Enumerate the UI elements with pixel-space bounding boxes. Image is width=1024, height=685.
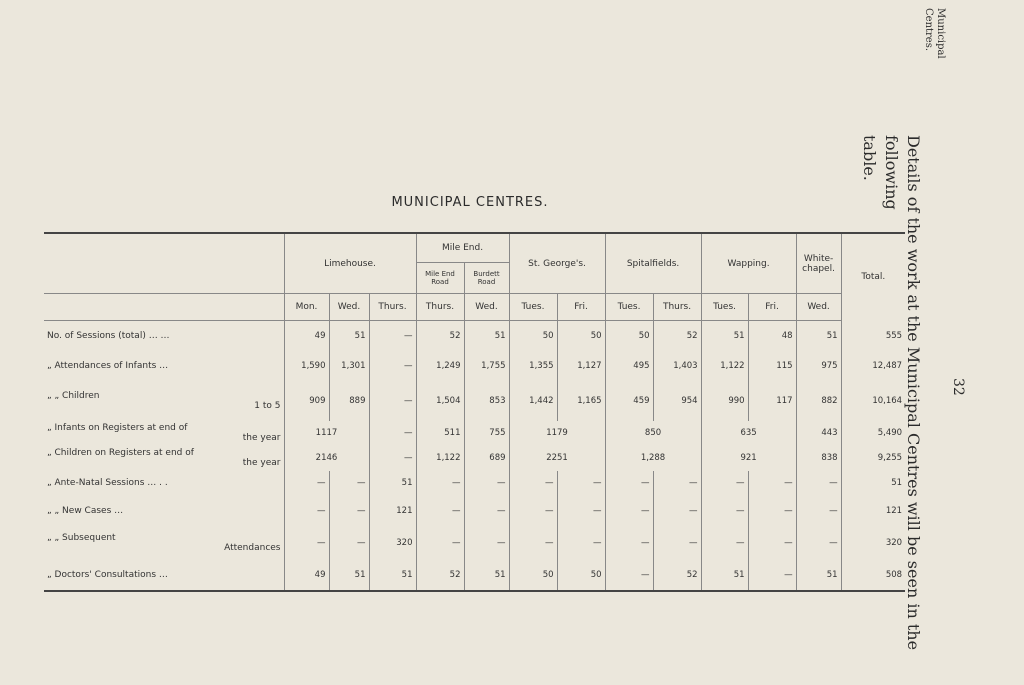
table-row — [44, 561, 905, 591]
table-cell: — — [509, 496, 557, 526]
table-title: MUNICIPAL CENTRES. — [391, 195, 549, 210]
table-cell: — — [284, 496, 329, 526]
row-label-continuation: 1 to 5 — [254, 400, 281, 411]
table-cell: — — [701, 526, 748, 561]
table-cell: — — [748, 561, 796, 591]
header-spitalfields: Spitalfields. — [605, 233, 701, 294]
table-cell: 50 — [605, 321, 653, 351]
table-cell: 1,122 — [701, 351, 748, 381]
table-cell: 1,301 — [329, 351, 369, 381]
row-label — [44, 351, 284, 381]
table-cell: 1,590 — [284, 351, 329, 381]
table-cell: — — [369, 321, 416, 351]
day-header: Fri. — [557, 294, 605, 321]
table-cell: 909 — [284, 381, 329, 421]
row-label-continuation: the year — [242, 433, 281, 443]
table-cell: — — [748, 526, 796, 561]
header-whitechapel: White- chapel. — [796, 233, 841, 294]
row-label-continuation: Attendances — [224, 543, 281, 553]
day-header: Thurs. — [416, 294, 464, 321]
table-cell: 10,164 — [841, 381, 905, 421]
table-cell: 1,442 — [509, 381, 557, 421]
table-cell: — — [701, 496, 748, 526]
header-burdett-road: Burdett Road — [464, 263, 509, 294]
row-label — [44, 526, 284, 561]
table-row — [44, 471, 905, 496]
table-cell: — — [701, 471, 748, 496]
table-cell: 12,487 — [841, 351, 905, 381]
table-cell: 9,255 — [841, 446, 905, 471]
page-number: 32 — [950, 378, 966, 396]
table-cell: — — [369, 351, 416, 381]
table-cell: 853 — [464, 381, 509, 421]
table-cell: — — [605, 526, 653, 561]
table-row — [44, 446, 905, 471]
table-cell: — — [416, 471, 464, 496]
row-label-text: „ „ New Cases … — [47, 505, 124, 516]
table-cell: — — [329, 496, 369, 526]
table-cell: — — [369, 446, 416, 471]
table-cell: — — [329, 471, 369, 496]
table-cell: — — [329, 526, 369, 561]
table-cell: 115 — [748, 351, 796, 381]
header-mile-end: Mile End. — [416, 233, 509, 263]
row-label — [44, 321, 284, 351]
row-label-text: „ Ante-Natal Sessions … . . — [47, 478, 168, 488]
table-cell: 1,288 — [605, 446, 701, 471]
table-cell: 50 — [557, 321, 605, 351]
header-wapping: Wapping. — [701, 233, 796, 294]
table-cell: 889 — [329, 381, 369, 421]
table-cell: 990 — [701, 381, 748, 421]
table-cell: — — [605, 471, 653, 496]
row-label-continuation: the year — [242, 458, 281, 468]
table-cell: — — [796, 471, 841, 496]
table-cell: — — [284, 471, 329, 496]
table-cell: 1,165 — [557, 381, 605, 421]
day-header: Thurs. — [369, 294, 416, 321]
day-header: Tues. — [701, 294, 748, 321]
table-cell: 508 — [841, 561, 905, 591]
table-cell: — — [748, 496, 796, 526]
table-cell: 51 — [841, 471, 905, 496]
table-cell: — — [796, 496, 841, 526]
table-row — [44, 496, 905, 526]
row-label — [44, 421, 284, 446]
table-cell: 51 — [464, 321, 509, 351]
table-cell: 51 — [329, 321, 369, 351]
table-cell: 52 — [416, 561, 464, 591]
table-cell: 1179 — [509, 421, 605, 446]
header-mile-end-road: Mile End Road — [416, 263, 464, 294]
row-label-text: „ Attendances of Infants … — [47, 360, 169, 371]
corner-cell — [44, 233, 284, 294]
row-label-text: „ „ Children — [47, 390, 100, 401]
table-cell: — — [653, 471, 701, 496]
table-cell: 121 — [841, 496, 905, 526]
table-cell: 5,490 — [841, 421, 905, 446]
table-cell: — — [464, 471, 509, 496]
table-cell: 52 — [653, 321, 701, 351]
table-cell: 495 — [605, 351, 653, 381]
table-cell: — — [557, 471, 605, 496]
table-cell: — — [748, 471, 796, 496]
table-cell: 755 — [464, 421, 509, 446]
header-limehouse: Limehouse. — [284, 233, 416, 294]
side-heading-line: Municipal — [935, 8, 946, 59]
table-body — [44, 321, 905, 591]
table-cell: 1,755 — [464, 351, 509, 381]
table-cell: — — [464, 496, 509, 526]
row-label-text: „ Infants on Registers at end of — [47, 423, 188, 433]
table-cell: 48 — [748, 321, 796, 351]
day-header: Tues. — [605, 294, 653, 321]
table-cell: 850 — [605, 421, 701, 446]
row-label-text: „ Doctors' Consultations … — [47, 570, 168, 580]
table-row — [44, 526, 905, 561]
side-heading-line: Centres. — [923, 8, 934, 52]
day-header: Wed. — [796, 294, 841, 321]
table-cell: 50 — [509, 561, 557, 591]
table-cell: 52 — [416, 321, 464, 351]
table-cell: 1,127 — [557, 351, 605, 381]
table-cell: 1117 — [284, 421, 369, 446]
row-label-text: „ Children on Registers at end of — [47, 448, 194, 458]
table-cell: 51 — [464, 561, 509, 591]
table-cell: 51 — [796, 321, 841, 351]
table-cell: 838 — [796, 446, 841, 471]
table-cell: 2146 — [284, 446, 369, 471]
table-cell: — — [557, 526, 605, 561]
table-cell: — — [653, 496, 701, 526]
table-cell: 117 — [748, 381, 796, 421]
intro-line: table. — [860, 135, 879, 181]
table-cell: — — [509, 471, 557, 496]
header-blank — [44, 294, 284, 321]
table-cell: — — [416, 496, 464, 526]
header-st-georges: St. George's. — [509, 233, 605, 294]
table-cell: 51 — [329, 561, 369, 591]
table-row — [44, 321, 905, 351]
table-cell: 882 — [796, 381, 841, 421]
table-cell: — — [557, 496, 605, 526]
table-cell: — — [369, 421, 416, 446]
table-cell: 1,504 — [416, 381, 464, 421]
table-cell: 1,122 — [416, 446, 464, 471]
table-cell: 49 — [284, 321, 329, 351]
day-header: Wed. — [464, 294, 509, 321]
table-cell: 459 — [605, 381, 653, 421]
row-label — [44, 496, 284, 526]
table-cell: — — [653, 526, 701, 561]
table-cell: 975 — [796, 351, 841, 381]
table-cell: — — [464, 526, 509, 561]
day-header: Wed. — [329, 294, 369, 321]
table-cell: 954 — [653, 381, 701, 421]
table-cell: 50 — [557, 561, 605, 591]
table-cell: 2251 — [509, 446, 605, 471]
table-row — [44, 421, 905, 446]
table-cell: 51 — [369, 471, 416, 496]
row-label — [44, 561, 284, 591]
table-cell: 49 — [284, 561, 329, 591]
table-cell: 51 — [701, 321, 748, 351]
table-cell: — — [416, 526, 464, 561]
table-cell: 511 — [416, 421, 464, 446]
municipal-centres-table — [44, 232, 905, 592]
table-cell: 1,355 — [509, 351, 557, 381]
table-cell: 443 — [796, 421, 841, 446]
day-header: Tues. — [509, 294, 557, 321]
table-cell: 51 — [796, 561, 841, 591]
table-cell: 51 — [369, 561, 416, 591]
intro-line: Details of the work at the Municipal Centres will be seen in the following — [882, 135, 923, 651]
row-label — [44, 471, 284, 496]
day-header: Fri. — [748, 294, 796, 321]
table-cell: — — [369, 381, 416, 421]
row-label-text: „ „ Subsequent — [47, 533, 116, 543]
table-cell: 320 — [369, 526, 416, 561]
table-row — [44, 351, 905, 381]
table-cell: 1,249 — [416, 351, 464, 381]
table-cell: — — [796, 526, 841, 561]
table-cell: — — [605, 496, 653, 526]
table-cell: 121 — [369, 496, 416, 526]
table-cell: 320 — [841, 526, 905, 561]
table-cell: 50 — [509, 321, 557, 351]
table-cell: — — [509, 526, 557, 561]
table-cell: 51 — [701, 561, 748, 591]
row-label-text: No. of Sessions (total) … … — [47, 330, 170, 341]
row-label — [44, 446, 284, 471]
table-cell: 1,403 — [653, 351, 701, 381]
table-cell: — — [284, 526, 329, 561]
header-total: Total. — [841, 233, 905, 321]
table-cell: — — [605, 561, 653, 591]
table-cell: 52 — [653, 561, 701, 591]
table-cell: 689 — [464, 446, 509, 471]
row-label — [44, 381, 284, 421]
day-header: Thurs. — [653, 294, 701, 321]
table-row — [44, 381, 905, 421]
day-header: Mon. — [284, 294, 329, 321]
table-cell: 555 — [841, 321, 905, 351]
table-cell: 635 — [701, 421, 796, 446]
table-cell: 921 — [701, 446, 796, 471]
